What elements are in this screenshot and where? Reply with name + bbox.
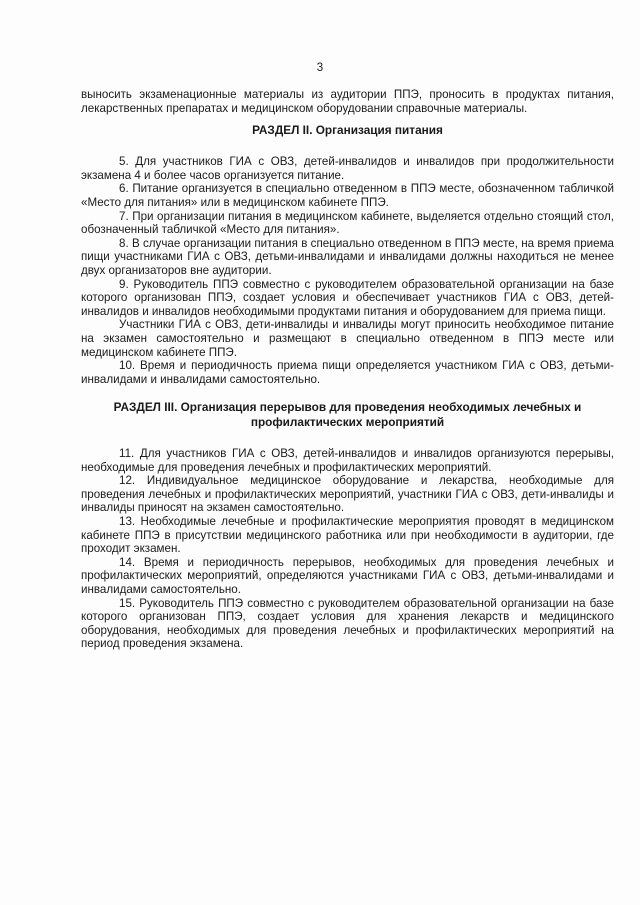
- intro-paragraph: выносить экзаменационные материалы из аудитории ППЭ, проносить в продуктах питания, лекарственных препаратах и медицинском оборудовании справочные материалы.: [81, 88, 614, 115]
- page-number: 3: [316, 62, 324, 74]
- document-body: [81, 88, 614, 651]
- section-3-paragraph: 12. Индивидуальное медицинское оборудование и лекарства, необходимые для проведения лечебных и профилактических мероприятий, участники ГИА с ОВЗ, дети-инвалиды и инвалиды приносят на экзамен самостоятельно.: [81, 474, 614, 515]
- section-3-paragraph: 15. Руководитель ППЭ совместно с руководителем образовательной организации на базе которого организован ППЭ, создает условия для хранения лекарств и медицинского оборудования, необходимых для проведения лечебных и профилактических мероприятий на период проведения экзамена.: [81, 596, 614, 651]
- section-2-title: РАЗДЕЛ II. Организация питания: [252, 123, 443, 138]
- section-2-paragraph: 9. Руководитель ППЭ совместно с руководителем образовательной организации на базе которого организован ППЭ, создает условия и обеспечивает участников ГИА с ОВЗ, детей-инвалидов и инвалидов необходимыми продуктами питания и оборудованием для приема пищи.: [81, 277, 614, 318]
- section-2-paragraph: 5. Для участников ГИА с ОВЗ, детей-инвалидов и инвалидов при продолжительности экзамена 4 и более часов организуется питание.: [81, 155, 614, 182]
- section-2-paragraph: Участники ГИА с ОВЗ, дети-инвалиды и инвалиды могут приносить необходимое питание на экзамен самостоятельно и размещают в специально отведенном в ППЭ месте или медицинском кабинете ППЭ.: [81, 318, 614, 359]
- section-2-paragraph: 6. Питание организуется в специально отведенном в ППЭ месте, обозначенном табличкой «Место для питания» или в медицинском кабинете ППЭ.: [81, 182, 614, 209]
- section-3-paragraph: 11. Для участников ГИА с ОВЗ, детей-инвалидов и инвалидов организуются перерывы, необходимые для проведения лечебных и профилактических мероприятий.: [81, 447, 614, 474]
- section-3-paragraph: 14. Время и периодичность перерывов, необходимых для проведения лечебных и профилактических мероприятий, определяются участниками ГИА с ОВЗ, детьми-инвалидами и инвалидами самостоятельно.: [81, 555, 614, 597]
- section-2-paragraph: 10. Время и периодичность приема пищи определяется участником ГИА с ОВЗ, детьми-инвалидами и инвалидами самостоятельно.: [81, 359, 614, 386]
- section-3-title: РАЗДЕЛ III. Организация перерывов для проведения необходимых лечебных и профилактических мероприятий: [113, 400, 582, 429]
- section-3-paragraph: 13. Необходимые лечебные и профилактические мероприятия проводят в медицинском кабинете ППЭ в присутствии медицинского работника или при необходимости в аудитории, где проходит экзамен.: [81, 515, 614, 556]
- section-2-paragraph: 8. В случае организации питания в специально отведенном в ППЭ месте, на время приема пищи участниками ГИА с ОВЗ, детьми-инвалидами и инвалидами должны находиться не менее двух организаторов вне аудитории.: [81, 236, 614, 277]
- section-2-paragraph: 7. При организации питания в медицинском кабинете, выделяется отдельно стоящий стол, обозначенный табличкой «Место для питания».: [81, 209, 614, 237]
